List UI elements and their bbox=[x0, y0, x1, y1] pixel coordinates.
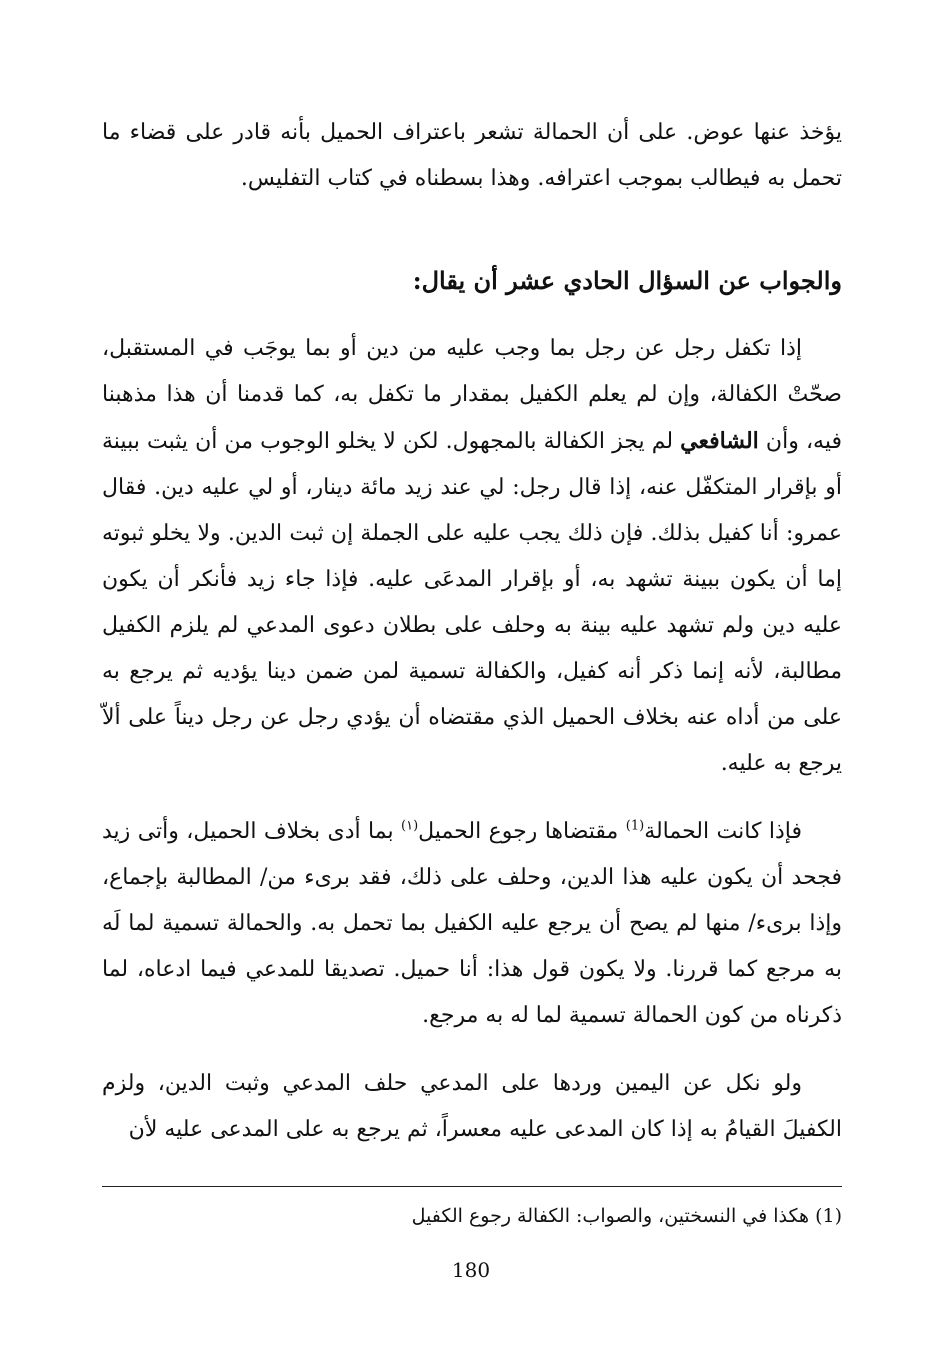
bold-name-shafii: الشافعي bbox=[680, 428, 759, 454]
footnote-text: هكذا في النسختين، والصواب: الكفالة رجوع الكفيل bbox=[411, 1205, 810, 1227]
footnote-number: (1) bbox=[815, 1205, 842, 1227]
paragraph-2-part-1: فإذا كانت الحمالة bbox=[644, 819, 802, 844]
paragraph-2 bbox=[102, 809, 842, 1039]
main-text bbox=[102, 110, 842, 1153]
intro-paragraph: يؤخذ عنها عوض. على أن الحمالة تشعر باعتراف الحميل بأنه قادر على قضاء ما تحمل به فيطالب بموجب اعترافه. وهذا بسطناه في كتاب التفليس. bbox=[102, 120, 842, 191]
paragraph-1-part-2: لم يجز الكفالة بالمجهول. لكن لا يخلو الوجوب من أن يثبت ببينة أو بإقرار المتكفّل عنه، إذا قال رجل: لي عند زيد مائة دينار، أو لي عليه دين. فقال عمرو: أنا كفيل بذلك. فإن ذلك يجب عليه على الجملة إن ثبت الدين. ولا يخلو ثبوته إما أن يكون ببينة تشهد به، أو بإقرار المدعَى عليه. فإذا جاء زيد فأنكر أن يكون عليه دين ولم تشهد عليه بينة به وحلف على بطلان دعوى المدعي لم يلزم الكفيل مطالبة، لأنه إنما ذكر أنه كفيل، والكفالة تسمية لمن ضمن دينا يؤديه ثم يرجع به على من أداه عنه بخلاف الحميل الذي مقتضاه أن يؤدي رجل عن رجل ديناً على ألاّ يرجع به عليه. bbox=[102, 429, 842, 776]
paragraph-3: ولو نكل عن اليمين وردها على المدعي حلف المدعي وثبت الدين، ولزم الكفيلَ القيامُ به إذا كان المدعى عليه معسراً، ثم يرجع به على المدعى عليه لأن bbox=[102, 1071, 842, 1142]
footnote-divider bbox=[102, 1186, 842, 1187]
footnote-ref-2: (١) bbox=[401, 818, 419, 834]
page-number: 180 bbox=[451, 1258, 491, 1282]
footnote bbox=[102, 1200, 842, 1232]
paragraph-1 bbox=[102, 326, 842, 787]
paragraph-2-part-3: بما أدى بخلاف الحميل، وأتى زيد فجحد أن يكون عليه هذا الدين، وحلف على ذلك، فقد برىء من/ المطالبة بإجماع، وإذا برىء/ منها لم يصح أن يرجع عليه الكفيل بما تحمل به. والحمالة تسمية لما لَه به مرجع كما قررنا. ولا يكون قول هذا: أنا حميل. تصديقا للمدعي فيما ادعاه، لما ذكرناه من كون الحمالة تسمية لما له به مرجع. bbox=[102, 819, 842, 1028]
section-heading: والجواب عن السؤال الحادي عشر أن يقال: bbox=[412, 266, 842, 295]
paragraph-2-part-2: مقتضاها رجوع الحميل bbox=[418, 819, 626, 844]
paragraph-1-part-1: إذا تكفل رجل عن رجل بما وجب عليه من دين أو بما يوجَب في المستقبل، صحّتْ الكفالة، وإن لم يعلم الكفيل بمقدار ما تكفل به، كما قدمنا أن هذا مذهبنا فيه، وأن bbox=[102, 336, 842, 454]
footnote-ref-1: (1) bbox=[625, 818, 645, 834]
